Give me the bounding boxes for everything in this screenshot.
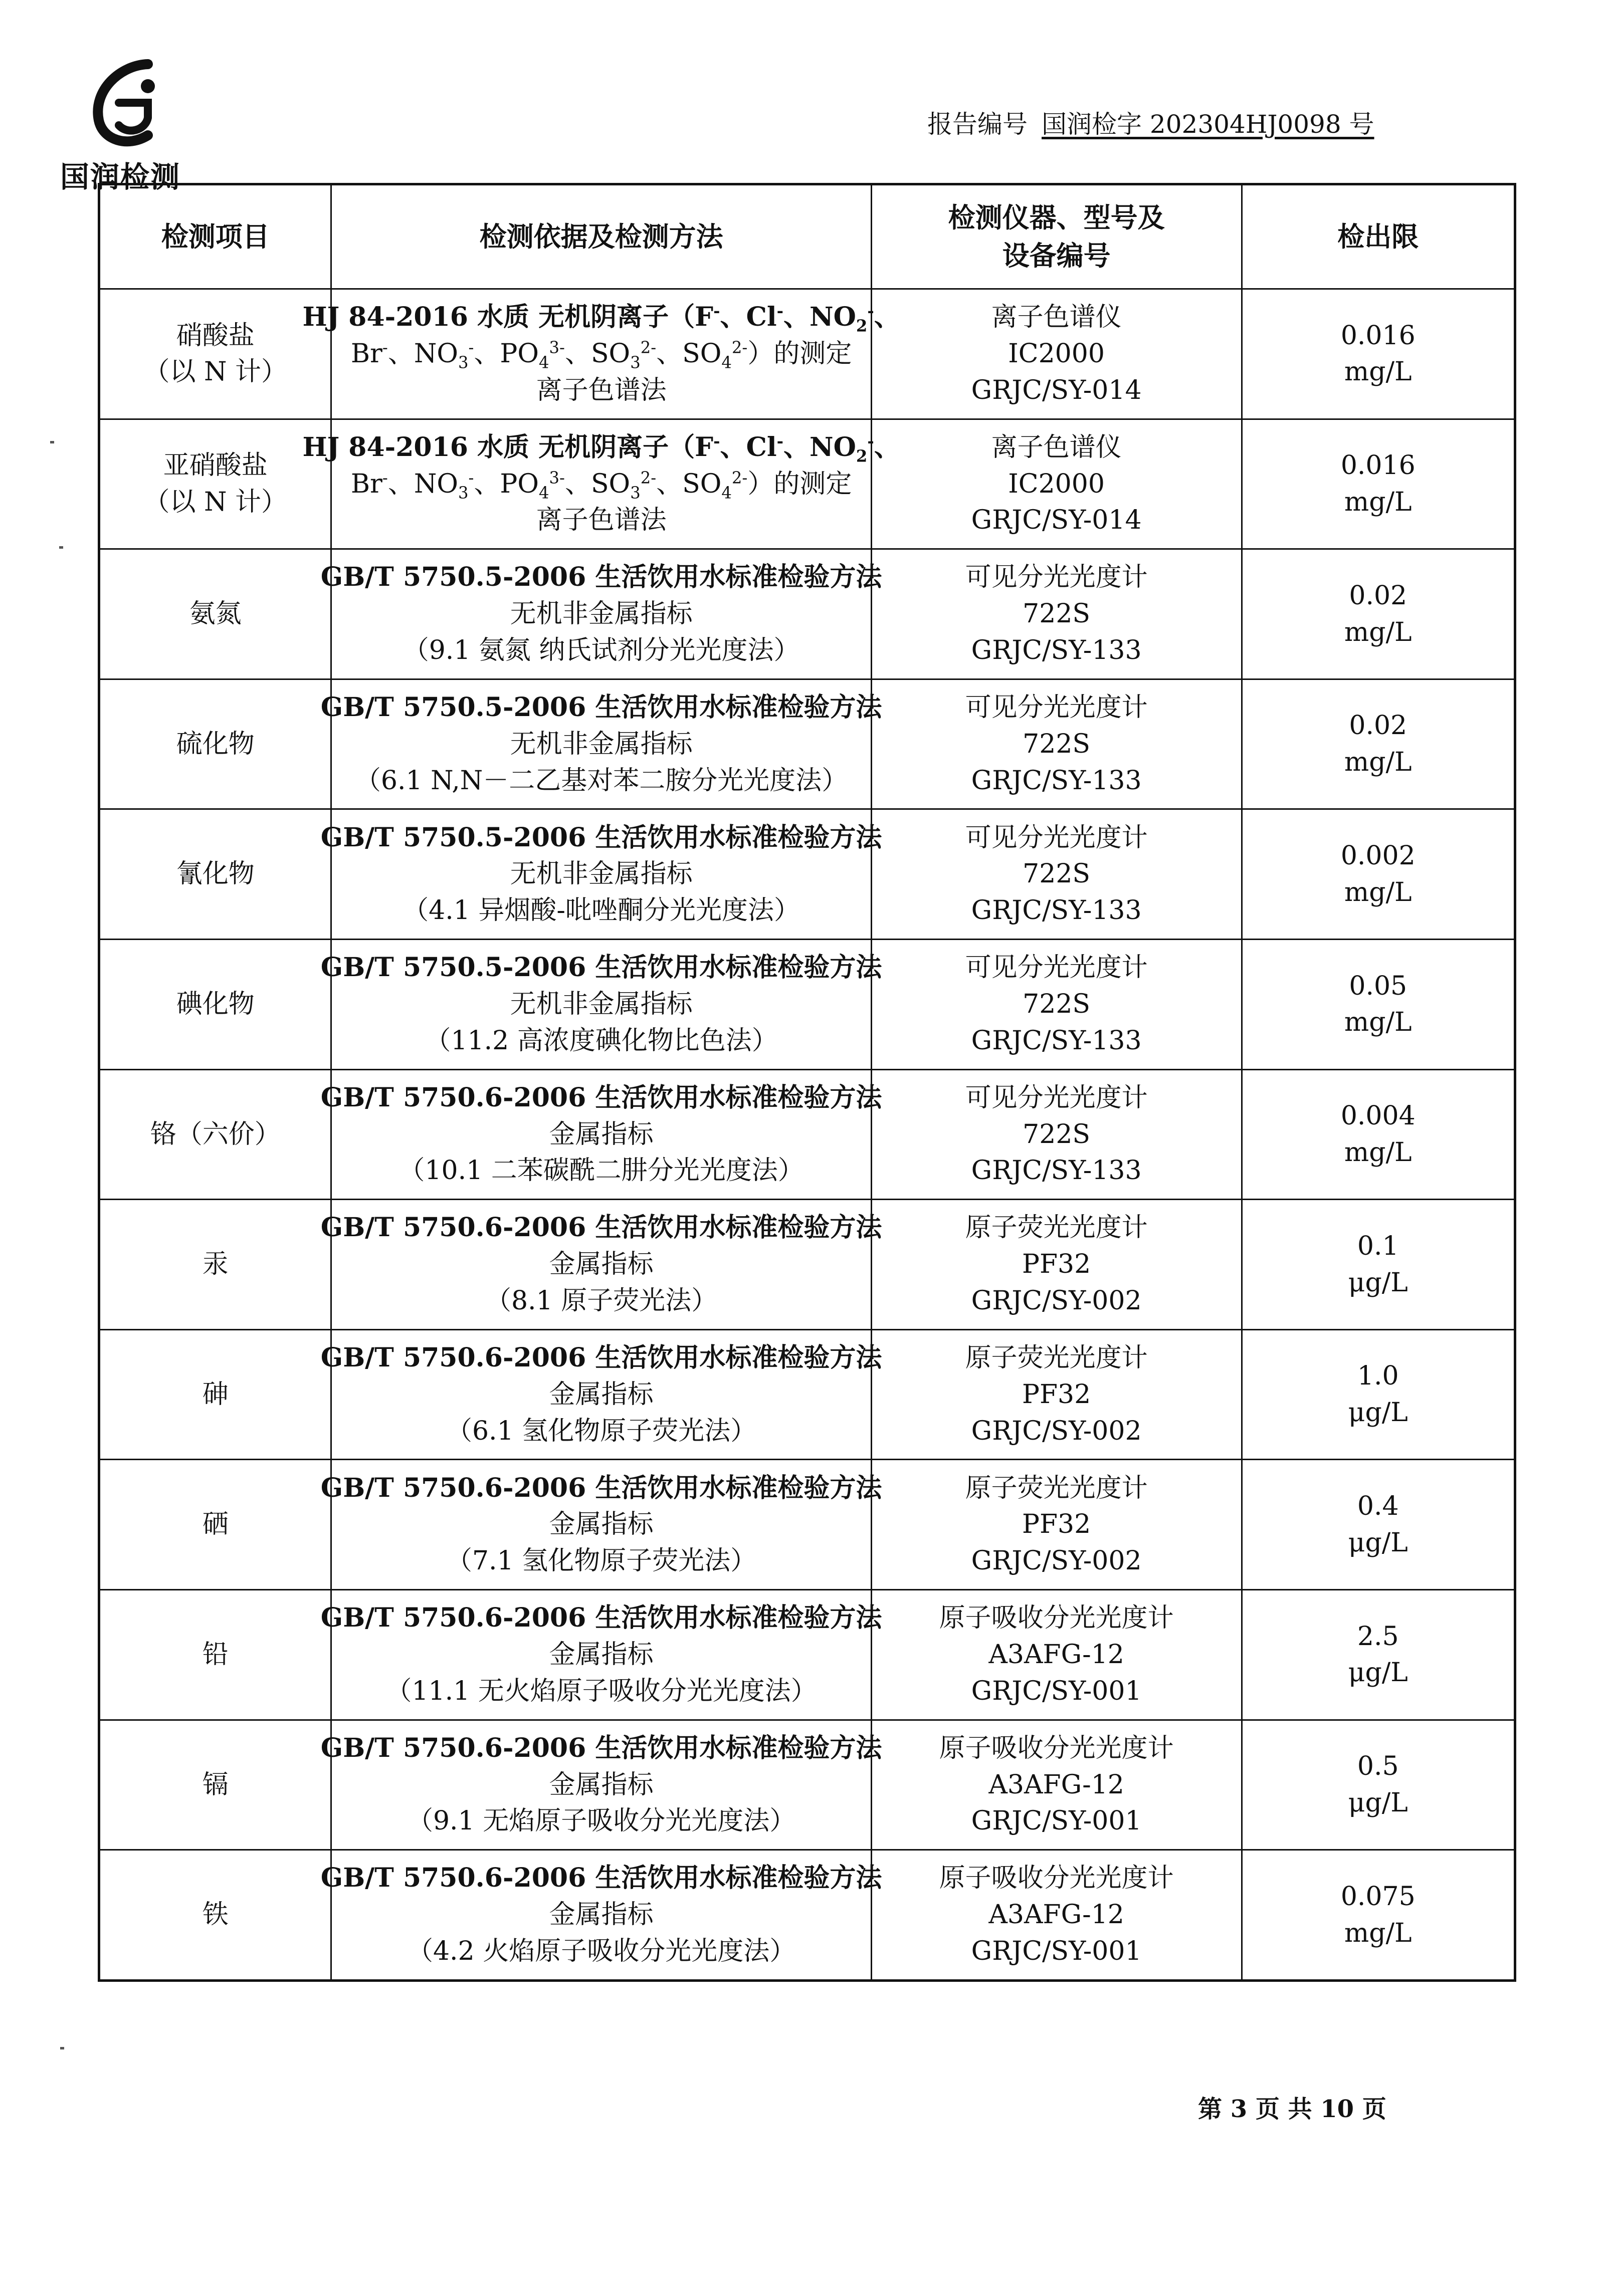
item-line: 铅: [202, 1640, 229, 1670]
instrument-cell: [872, 420, 1243, 549]
instrument-line: IC2000: [1008, 469, 1105, 499]
item-line: 铬（六价）: [150, 1119, 281, 1150]
table-row: [100, 1851, 1514, 1979]
report-number-label: 报告编号: [927, 110, 1028, 139]
limit-line: μg/L: [1348, 1267, 1408, 1298]
method-line: （8.1 原子荧光法）: [485, 1285, 718, 1316]
method-line: HJ 84-2016 水质 无机阴离子（F-、Cl-、$NO_2^-$、: [302, 431, 900, 466]
table-row: [100, 420, 1514, 550]
instrument-line: GRJC/SY-133: [971, 895, 1142, 926]
method-line: GB/T 5750.6-2006 生活饮用水标准检验方法: [320, 1732, 882, 1763]
item-cell: [100, 290, 332, 418]
instrument-line: GRJC/SY-133: [971, 765, 1142, 796]
instrument-line: 离子色谱仪: [991, 432, 1122, 463]
item-cell: [100, 1070, 332, 1199]
method-cell: [302, 420, 900, 549]
limit-line: 1.0: [1357, 1361, 1399, 1392]
method-line: 离子色谱法: [536, 505, 667, 536]
instrument-line: 原子荧光光度计: [965, 1473, 1148, 1503]
instrument-cell: [872, 680, 1243, 809]
instrument-line: 原子荧光光度计: [965, 1213, 1148, 1243]
limit-line: 2.5: [1357, 1621, 1399, 1652]
header-limit: 检出限: [1337, 220, 1419, 253]
item-line: 砷: [202, 1379, 229, 1410]
method-cell: [320, 1851, 882, 1979]
item-cell: [100, 1721, 332, 1850]
instrument-line: PF32: [1022, 1509, 1091, 1540]
limit-line: 0.004: [1340, 1101, 1416, 1131]
instrument-line: PF32: [1022, 1249, 1091, 1280]
limit-line: 0.02: [1349, 580, 1407, 611]
instrument-line: 原子吸收分光光度计: [939, 1603, 1174, 1634]
instrument-line: 722S: [1023, 989, 1091, 1019]
limit-line: 0.016: [1340, 320, 1416, 351]
instrument-line: 722S: [1023, 729, 1091, 759]
item-cell: [100, 1330, 332, 1459]
limit-cell: [1243, 420, 1514, 549]
limit-cell: [1243, 810, 1514, 939]
logo-text: 国润检测: [60, 160, 180, 194]
report-number: [927, 104, 1374, 140]
item-cell: [100, 550, 332, 678]
method-line: （9.1 氨氮 纳氏试剂分光光度法）: [402, 635, 800, 665]
instrument-line: 可见分光光度计: [965, 953, 1148, 983]
limit-line: 0.075: [1340, 1881, 1416, 1912]
item-line: 碘化物: [176, 989, 255, 1019]
limit-cell: [1243, 940, 1514, 1069]
method-line: GB/T 5750.5-2006 生活饮用水标准检验方法: [320, 692, 882, 723]
instrument-line: A3AFG-12: [988, 1640, 1124, 1670]
instrument-line: GRJC/SY-133: [971, 1156, 1142, 1186]
method-line: 金属指标: [549, 1640, 654, 1670]
limit-line: mg/L: [1344, 1918, 1412, 1948]
limit-line: μg/L: [1348, 1788, 1408, 1818]
item-cell: [100, 810, 332, 939]
table-row: [100, 940, 1514, 1070]
instrument-cell: [872, 290, 1243, 418]
method-cell: [320, 1070, 882, 1199]
item-cell: [100, 420, 332, 549]
method-line: （4.1 异烟酸-吡唑酮分光光度法）: [402, 895, 800, 926]
item-line: 氨氮: [189, 599, 242, 629]
method-cell: [320, 810, 882, 939]
limit-cell: [1243, 1330, 1514, 1459]
item-cell: [100, 1851, 332, 1979]
limit-line: 0.5: [1357, 1751, 1399, 1782]
method-cell: [302, 290, 900, 418]
limit-line: mg/L: [1344, 357, 1412, 387]
method-line: GB/T 5750.5-2006 生活饮用水标准检验方法: [320, 562, 882, 593]
limit-cell: [1243, 1851, 1514, 1979]
limit-cell: [1243, 1070, 1514, 1199]
method-line: 金属指标: [549, 1379, 654, 1410]
item-line: 硒: [202, 1509, 229, 1540]
method-cell: [320, 940, 882, 1069]
instrument-line: 原子荧光光度计: [965, 1342, 1148, 1373]
method-cell: [320, 1460, 882, 1589]
method-cell: [320, 1330, 882, 1459]
method-line: GB/T 5750.6-2006 生活饮用水标准检验方法: [320, 1602, 882, 1634]
instrument-line: GRJC/SY-133: [971, 1025, 1142, 1056]
instrument-line: IC2000: [1008, 338, 1105, 369]
instrument-line: GRJC/SY-133: [971, 635, 1142, 665]
logo-mark-icon: [73, 55, 173, 155]
instrument-cell: [872, 1070, 1243, 1199]
instrument-cell: [872, 1330, 1243, 1459]
method-line: （6.1 氢化物原子荧光法）: [446, 1416, 757, 1446]
instrument-cell: [872, 1460, 1243, 1589]
method-line: （11.2 高浓度碘化物比色法）: [425, 1025, 778, 1056]
method-line: GB/T 5750.6-2006 生活饮用水标准检验方法: [320, 1342, 882, 1373]
instrument-line: GRJC/SY-014: [971, 505, 1142, 536]
instrument-line: GRJC/SY-001: [971, 1806, 1142, 1836]
scan-speck: [50, 441, 54, 443]
method-line: 金属指标: [549, 1769, 654, 1800]
table-row: [100, 1200, 1514, 1330]
instrument-line: GRJC/SY-002: [971, 1546, 1142, 1576]
table-header-row: [100, 185, 1514, 290]
item-line: 硝酸盐: [176, 320, 255, 351]
table-row: [100, 810, 1514, 940]
limit-line: mg/L: [1344, 1137, 1412, 1168]
table-row: [100, 290, 1514, 420]
instrument-line: PF32: [1022, 1379, 1091, 1410]
table-row: [100, 1590, 1514, 1721]
limit-line: mg/L: [1344, 747, 1412, 778]
method-line: 金属指标: [549, 1119, 654, 1150]
item-line: 铁: [202, 1900, 229, 1930]
table-row: [100, 1070, 1514, 1201]
method-line: HJ 84-2016 水质 无机阴离子（F-、Cl-、$NO_2^-$、: [302, 301, 900, 336]
page-number: 第 3 页 共 10 页: [1198, 2095, 1386, 2123]
item-line: 亚硝酸盐: [163, 450, 268, 481]
limit-line: μg/L: [1348, 1398, 1408, 1428]
limit-line: 0.05: [1349, 971, 1407, 1001]
instrument-cell: [872, 810, 1243, 939]
table-row: [100, 1330, 1514, 1461]
instrument-line: 可见分光光度计: [965, 822, 1148, 853]
method-line: 离子色谱法: [536, 375, 667, 405]
method-line: （6.1 N,N－二乙基对苯二胺分光光度法）: [354, 765, 848, 796]
method-line: （11.1 无火焰原子吸收分光光度法）: [385, 1676, 817, 1706]
instrument-line: GRJC/SY-001: [971, 1676, 1142, 1706]
instrument-line: GRJC/SY-001: [971, 1936, 1142, 1967]
instrument-line: 原子吸收分光光度计: [939, 1863, 1174, 1894]
limit-line: mg/L: [1344, 1007, 1412, 1038]
item-cell: [100, 1460, 332, 1589]
method-line: GB/T 5750.6-2006 生活饮用水标准检验方法: [320, 1082, 882, 1113]
limit-cell: [1243, 1460, 1514, 1589]
limit-line: 0.002: [1340, 840, 1416, 871]
limit-line: mg/L: [1344, 487, 1412, 517]
method-cell: [320, 550, 882, 678]
limit-cell: [1243, 680, 1514, 809]
instrument-line: GRJC/SY-014: [971, 375, 1142, 405]
limit-line: μg/L: [1348, 1527, 1408, 1558]
report-number-value: 国润检字 202304HJ0098 号: [1042, 110, 1374, 139]
table-row: [100, 1721, 1514, 1851]
table-row: [100, 680, 1514, 810]
table-row: [100, 1460, 1514, 1590]
method-cell: [320, 680, 882, 809]
method-line: 无机非金属指标: [510, 599, 693, 629]
method-line: 无机非金属指标: [510, 859, 693, 889]
instrument-line: 离子色谱仪: [991, 302, 1122, 333]
instrument-line: 可见分光光度计: [965, 692, 1148, 723]
instrument-cell: [872, 1590, 1243, 1719]
limit-line: mg/L: [1344, 877, 1412, 907]
method-line: GB/T 5750.6-2006 生活饮用水标准检验方法: [320, 1472, 882, 1503]
method-line: GB/T 5750.5-2006 生活饮用水标准检验方法: [320, 952, 882, 983]
method-line: Br-、$NO_3^-$、$PO_4^{3-}$、$SO_3^{2-}$、$SO_4^{2-}$）的测定: [350, 468, 852, 502]
item-line: 氰化物: [176, 859, 255, 889]
company-logo: [55, 55, 185, 195]
limit-cell: [1243, 1721, 1514, 1850]
item-cell: [100, 1200, 332, 1329]
limit-line: μg/L: [1348, 1658, 1408, 1688]
header-instrument: [872, 185, 1243, 288]
limit-cell: [1243, 1200, 1514, 1329]
method-line: 无机非金属指标: [510, 729, 693, 759]
item-line: （以 N 计）: [143, 357, 288, 387]
item-line: 镉: [202, 1769, 229, 1800]
header-method: 检测依据及检测方法: [332, 185, 872, 288]
instrument-cell: [872, 1200, 1243, 1329]
limit-cell: [1243, 290, 1514, 418]
method-line: Br-、$NO_3^-$、$PO_4^{3-}$、$SO_3^{2-}$、$SO_4^{2-}$）的测定: [350, 338, 852, 372]
limit-line: 0.02: [1349, 711, 1407, 741]
instrument-line: GRJC/SY-002: [971, 1416, 1142, 1446]
limit-cell: [1243, 1590, 1514, 1719]
instrument-line: A3AFG-12: [988, 1769, 1124, 1800]
limit-line: mg/L: [1344, 617, 1412, 647]
method-line: （10.1 二苯碳酰二肼分光光度法）: [398, 1156, 804, 1186]
item-line: 汞: [202, 1249, 229, 1280]
limit-line: 0.4: [1357, 1491, 1399, 1521]
header-item: 检测项目: [100, 185, 332, 288]
method-line: GB/T 5750.5-2006 生活饮用水标准检验方法: [320, 822, 882, 853]
item-line: （以 N 计）: [143, 487, 288, 517]
instrument-line: A3AFG-12: [988, 1900, 1124, 1930]
method-line: 金属指标: [549, 1900, 654, 1930]
method-line: （9.1 无焰原子吸收分光光度法）: [407, 1806, 796, 1836]
detection-methods-table: [98, 183, 1516, 1982]
instrument-cell: [872, 1721, 1243, 1850]
item-cell: [100, 1590, 332, 1719]
method-cell: [320, 1590, 882, 1719]
limit-cell: [1243, 550, 1514, 678]
instrument-line: GRJC/SY-002: [971, 1285, 1142, 1316]
method-line: （7.1 氢化物原子荧光法）: [446, 1546, 757, 1576]
scan-speck: [59, 546, 63, 549]
instrument-line: 722S: [1023, 599, 1091, 629]
instrument-line: 可见分光光度计: [965, 562, 1148, 593]
method-line: GB/T 5750.6-2006 生活饮用水标准检验方法: [320, 1212, 882, 1243]
item-cell: [100, 680, 332, 809]
item-cell: [100, 940, 332, 1069]
table-row: [100, 550, 1514, 680]
method-cell: [320, 1200, 882, 1329]
limit-line: 0.016: [1340, 450, 1416, 481]
method-line: 金属指标: [549, 1509, 654, 1540]
item-line: 硫化物: [176, 729, 255, 759]
scan-speck: [60, 2047, 64, 2049]
header-instrument-line: 设备编号: [1002, 240, 1111, 272]
instrument-cell: [872, 1851, 1243, 1979]
instrument-line: 722S: [1023, 1119, 1091, 1150]
method-line: （4.2 火焰原子吸收分光光度法）: [407, 1936, 796, 1967]
limit-line: 0.1: [1357, 1231, 1399, 1261]
instrument-cell: [872, 940, 1243, 1069]
instrument-line: 722S: [1023, 859, 1091, 889]
method-line: GB/T 5750.6-2006 生活饮用水标准检验方法: [320, 1863, 882, 1894]
method-line: 金属指标: [549, 1249, 654, 1280]
instrument-cell: [872, 550, 1243, 678]
instrument-line: 原子吸收分光光度计: [939, 1733, 1174, 1763]
header-instrument-line: 检测仪器、型号及: [948, 201, 1165, 234]
method-cell: [320, 1721, 882, 1850]
method-line: 无机非金属指标: [510, 989, 693, 1019]
instrument-line: 可见分光光度计: [965, 1082, 1148, 1113]
